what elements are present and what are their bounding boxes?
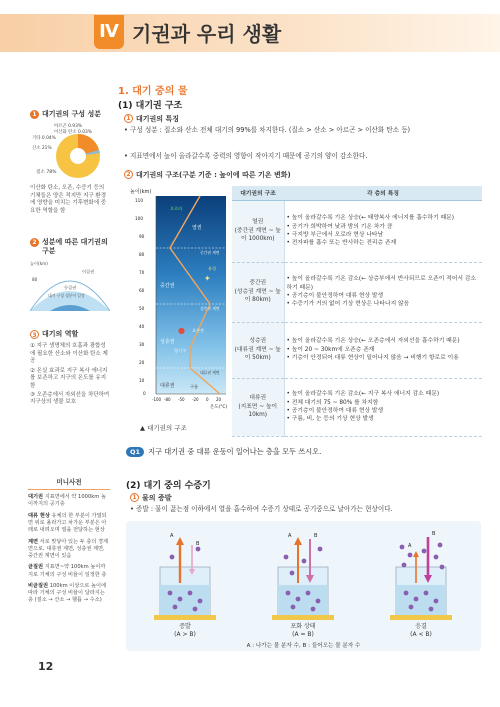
water	[396, 585, 446, 617]
water	[160, 585, 210, 617]
dictionary-entry	[28, 494, 110, 509]
y-tick: 10	[139, 378, 145, 383]
layer-tick-label: 80	[32, 276, 38, 282]
table-header-features: 각 층의 특징	[284, 186, 482, 200]
heater-plate	[154, 615, 216, 620]
y-tick: 90	[139, 234, 145, 239]
sidebar-section-layers	[30, 238, 110, 311]
arrow-label-a: A	[288, 533, 292, 539]
x-tick: 0	[206, 397, 209, 402]
evap-panel-saturation	[248, 527, 358, 645]
feature-item: • 높이 20 ~ 30km에 오존층 존재	[287, 346, 481, 354]
dictionary-desc: 지표면~약 100km 높이까지로 기체의 구성 비율이 일정한 층	[28, 564, 107, 578]
feature-item: • 높이 올라갈수록 기온 감소(← 지구 복사 에너지 감소 때문)	[287, 390, 481, 398]
pie-center-hole	[70, 148, 86, 164]
y-axis-title: 높이(km)	[130, 189, 152, 195]
evap-panel-label	[366, 623, 476, 639]
dictionary-desc: 지표면에서 약 1000km 높이까지의 공기층	[28, 494, 106, 508]
heater-plate	[390, 615, 452, 620]
y-tick: 80	[139, 252, 145, 257]
arrow-label-b: B	[432, 531, 436, 537]
item-title-text: 대기권의 특징	[136, 115, 180, 123]
role-item: ② 온실 효과로 지구 복사 에너지를 보존하고 지구의 온도를 유지함	[30, 367, 108, 389]
evap-panel-label	[130, 623, 240, 639]
x-tick: 20	[216, 397, 222, 402]
feature-item: • 구름, 비, 눈 등의 기상 현상 발생	[287, 415, 481, 423]
arrow-label-b: B	[196, 541, 200, 547]
panel-title: 증발	[179, 623, 191, 630]
diagram-caption: ▲ 대기권의 구조	[140, 424, 187, 432]
evaporation-legend: A : 나가는 물 분자 수, B : 들어오는 물 분자 수	[246, 643, 361, 649]
panel-title: 포화 상태	[290, 623, 316, 630]
table-row	[232, 262, 482, 322]
meteor-label: 유성	[208, 266, 217, 271]
sidebar-heading-text: 성분에 따른 대기권의 구분	[42, 238, 108, 256]
pie-label-co2: 이산화 탄소 0.03%	[54, 130, 92, 136]
y-tick: 60	[139, 288, 145, 293]
cloud-label: 구름	[190, 384, 199, 389]
chapter-number-badge: Ⅳ	[94, 15, 124, 49]
feature-item: • 높이 올라갈수록 기온 감소(← 상층부에서 반사되므로 오존이 적어서 감소하기 때문)	[287, 275, 481, 292]
page-number: 12	[38, 660, 54, 673]
y-tick: 50	[139, 306, 145, 311]
dictionary-term: 대류 현상	[28, 512, 50, 519]
sidebar-number-badge: 2	[30, 238, 39, 247]
homosphere-desc: 대기 구성 성분이 일정	[48, 292, 85, 298]
role-list	[30, 343, 110, 406]
panel-ratio: (A < B)	[410, 630, 432, 638]
sidebar-number-badge: 1	[30, 110, 39, 119]
item-title-features	[124, 114, 179, 124]
item-title-evaporation	[130, 493, 172, 503]
evap-panel-label	[248, 623, 358, 639]
boundary-label-mesopause: 중간권 계면	[200, 250, 220, 255]
dictionary-term: 균질권	[28, 564, 44, 571]
x-tick: -80	[164, 397, 171, 402]
evaporation-figure	[126, 521, 481, 651]
mini-dictionary-title: 미니사전	[28, 478, 110, 490]
y-tick: 110	[135, 198, 143, 203]
feature-item: • 극지방 부근에서 오로라 현상 나타남	[287, 231, 481, 239]
feature-item: • 공기층이 불안정하여 대류 현상 발생	[287, 407, 481, 415]
role-item: ① 지구 생명체의 호흡과 광합성에 필요한 산소와 이산화 탄소 제공	[30, 343, 108, 365]
dictionary-desc: 100km 이상으로 높이에 따라 기체의 구성 비율이 달라지는 층 (질소 → 산소 → 헬륨 → 수소)	[28, 582, 107, 604]
y-tick: 30	[139, 342, 145, 347]
sidebar-section-composition	[30, 110, 110, 215]
layer-features-cell	[284, 378, 482, 436]
sidebar-heading-text: 대기권의 구성 성분	[42, 110, 101, 118]
chapter-header	[0, 0, 500, 70]
layer-name-cell: 중간권 (성층권 계면 ~ 높이 80km)	[232, 262, 284, 322]
pie-label-nitrogen: 질소 78%	[36, 170, 57, 176]
mini-dictionary	[28, 478, 110, 609]
circle-number-1: 1	[124, 114, 133, 123]
homosphere-label: 등질권	[64, 284, 77, 290]
feature-item: • 높이 올라갈수록 기온 상승(← 태양복사 에너지를 흡수하기 때문)	[287, 214, 481, 222]
feature-item: • 공기층이 불안정하여 대류 현상 발생	[287, 292, 481, 300]
pie-label-oxygen: 산소 21%	[32, 146, 52, 152]
y-tick: 70	[139, 270, 145, 275]
aurora-label: 오로라	[170, 206, 183, 211]
panel-ratio: (A > B)	[174, 630, 196, 638]
sidebar-heading	[30, 330, 110, 339]
balloon-label: 열기구	[174, 348, 187, 353]
circle-number-2: 2	[124, 170, 133, 179]
dictionary-entry	[28, 513, 110, 535]
sidebar-number-badge: 3	[30, 330, 39, 339]
layer-axis-label: 높이(km)	[30, 260, 48, 266]
layer-features-cell	[284, 322, 482, 378]
subsection-title-structure: (1) 대기권 구조	[118, 101, 183, 111]
arrow-label-a: A	[170, 533, 174, 539]
x-axis-title: 온도(°C)	[210, 405, 228, 410]
table-row	[232, 378, 482, 436]
layer-label-troposphere: 대류권	[160, 383, 175, 389]
atmosphere-layer-table	[232, 186, 482, 437]
feature-bullet-gravity: • 지표면에서 높이 올라갈수록 중력의 영향이 작아지기 때문에 공기의 양이 감소한다.	[124, 152, 368, 160]
feature-item: • 기층이 안정되어 대류 현상이 일어나지 않음 → 비행기 항로로 이용	[287, 354, 481, 362]
dictionary-term: 계면	[28, 538, 39, 545]
composition-pie-chart	[30, 122, 110, 182]
evap-panel-condensation	[366, 527, 476, 645]
y-tick: 0	[143, 391, 146, 396]
table-header-layer: 대기권의 구조	[232, 186, 284, 200]
sidebar-composition-text: 이산화 탄소, 오존, 수증기 등의 기체들은 양은 적지만 지구 환경에 영향을 미치는 기후변화에 중요한 역할을 함	[30, 185, 107, 214]
dictionary-desc: 유체의 한 부분이 가열되면 위로 올라가고 차가운 부분은 아래로 내려오며 열을 전달하는 현상	[28, 512, 107, 534]
layer-name-cell: 성층권 (대류권 계면 ~ 높이 50km)	[232, 322, 284, 378]
question-box	[126, 445, 482, 459]
hot-air-balloon-icon: ●	[178, 326, 185, 335]
dictionary-desc: 서로 맞닿아 있는 두 층의 경계면으로, 대류권 계면, 성층권 계면, 중간권 계면이 있음	[28, 538, 109, 560]
item-title-text: 대기권의 구조(구분 기준 : 높이에 따른 기온 변화)	[136, 171, 291, 179]
dictionary-term: 대기권	[28, 494, 44, 501]
question-badge: Q1	[126, 447, 144, 457]
atmosphere-structure-diagram	[130, 188, 230, 420]
dictionary-entry	[28, 583, 110, 605]
item-title-structure	[124, 170, 291, 180]
ozone-layer-label: 오존층	[192, 328, 205, 333]
layer-label-mesosphere: 중간권	[160, 283, 175, 289]
sidebar-heading	[30, 110, 110, 119]
arrow-label-a: A	[408, 543, 412, 549]
feature-item: • 높이 올라갈수록 기온 상승(← 오존층에서 자외선을 흡수하기 때문)	[287, 337, 481, 345]
dictionary-term: 비균질권	[28, 582, 49, 589]
circle-number-1: 1	[130, 493, 139, 502]
homosphere-diagram	[30, 261, 110, 311]
role-item: ③ 오존층에서 자외선을 차단하여 지구상의 생물 보호	[30, 391, 110, 406]
table-row	[232, 200, 482, 262]
dictionary-entry	[28, 564, 110, 579]
layer-name-cell: 열권 (중간권 계면 ~ 높이 1000km)	[232, 200, 284, 262]
heater-plate	[272, 615, 334, 620]
table-row	[232, 322, 482, 378]
x-tick: -100	[152, 397, 162, 402]
layer-name-cell: 대류권 (지표면 ~ 높이 10km)	[232, 378, 284, 436]
temperature-profile	[130, 188, 230, 420]
item-title-text: 물의 증발	[142, 494, 172, 502]
layer-features-cell	[284, 200, 482, 262]
boundary-label-tropopause: 대류권 계면	[200, 370, 220, 375]
boundary-label-stratopause: 성층권 계면	[200, 306, 220, 311]
panel-ratio: (A = B)	[292, 630, 314, 638]
chapter-title: 기권과 우리 생활	[132, 22, 282, 46]
table-header-row	[232, 186, 482, 200]
pie-label-argon: 아르곤 0.93%	[54, 124, 83, 130]
water	[278, 585, 328, 617]
feature-item: • 전체 대기의 75 ~ 80% 를 차지함	[287, 399, 481, 407]
pie-label-other: 기타 0.04%	[32, 136, 56, 142]
sidebar-heading	[30, 238, 110, 257]
x-tick: -20	[192, 397, 199, 402]
layer-label-stratosphere: 성층권	[160, 339, 175, 345]
evaporation-definition: • 증발 : 물이 끓는점 이하에서 열을 흡수하여 수증기 상태로 공기중으로 날아가는 현상이다.	[130, 505, 393, 513]
sidebar-heading-text: 대기의 역할	[42, 330, 79, 338]
y-tick: 20	[139, 360, 145, 365]
section-title: 1. 대기 중의 물	[118, 86, 188, 97]
feature-item: • 수증기가 거의 없어 기상 현상은 나타나지 않음	[287, 300, 481, 308]
feature-item: • 전자파를 흡수 또는 반사하는 전리층 존재	[287, 239, 481, 247]
sidebar-section-roles	[30, 330, 110, 409]
layer-label-thermosphere: 열권	[192, 225, 202, 231]
evap-panel-evaporation	[130, 527, 240, 645]
layer-features-cell	[284, 262, 482, 322]
y-tick: 100	[135, 216, 143, 221]
question-text: 지구 대기권 중 대류 운동이 일어나는 층을 모두 쓰시오.	[148, 447, 322, 456]
feature-bullet-composition: • 구성 성분 : 질소와 산소 전체 대기의 99%를 차지한다. (질소 > 산소 > 아르곤 > 이산화 탄소 등)	[124, 126, 411, 134]
heterosphere-label: 이질권	[82, 268, 95, 274]
arrow-label-b: B	[314, 533, 318, 539]
feature-item: • 공기가 희박하여 낮과 밤의 기온 차가 큼	[287, 223, 481, 231]
x-tick: -50	[178, 397, 185, 402]
dictionary-entry	[28, 539, 110, 561]
subsection-title-vapor: (2) 대기 중의 수증기	[126, 481, 211, 491]
meteor-icon: ✦	[204, 274, 211, 283]
y-tick: 40	[139, 324, 145, 329]
panel-title: 응결	[415, 623, 427, 630]
